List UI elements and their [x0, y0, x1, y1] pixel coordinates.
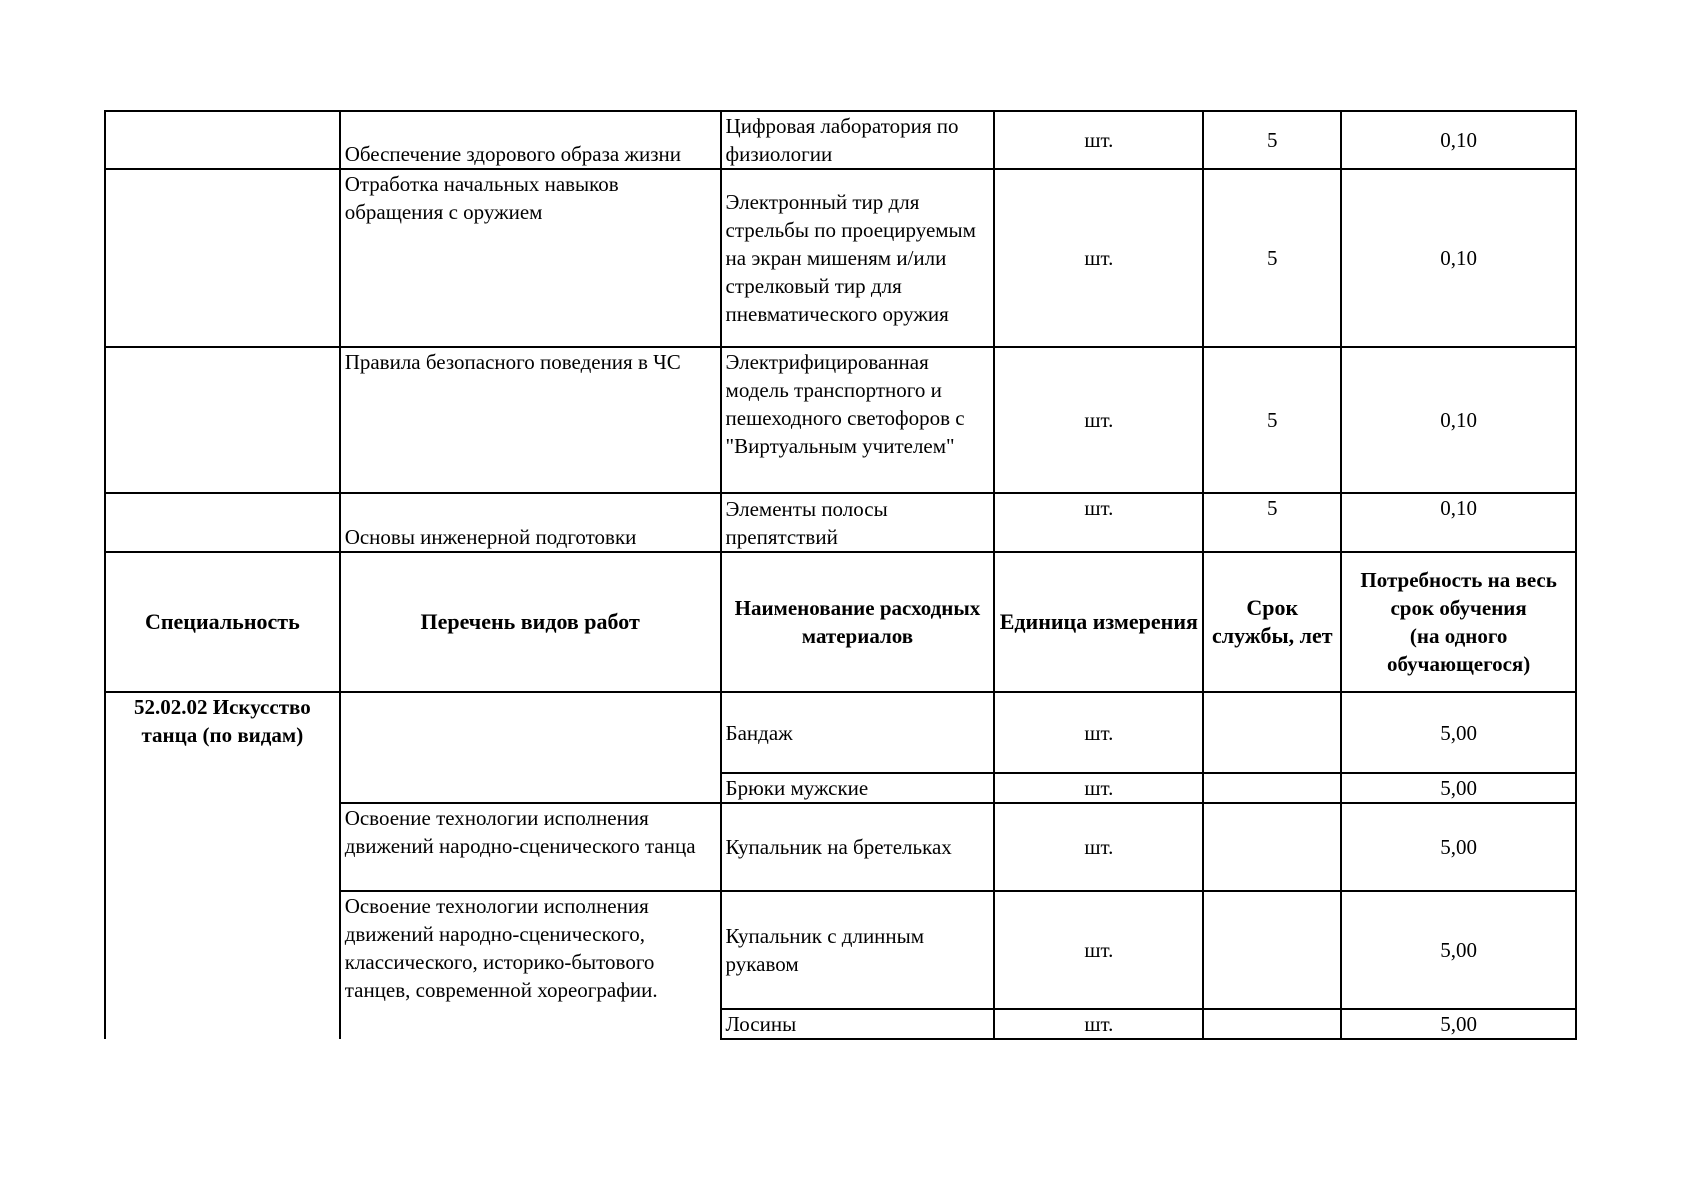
unit-cell: шт.: [994, 1009, 1203, 1039]
work-cell: Правила безопасного поведения в ЧС: [340, 347, 721, 493]
term-cell: [1203, 803, 1341, 891]
term-cell: [1203, 891, 1341, 1009]
term-cell: [1203, 692, 1341, 773]
material-cell: Купальник с длинным рукавом: [721, 891, 995, 1009]
work-cell: Освоение технологии исполнения движений народно-сценического, классического, историко-бытового танцев, современной хореографии.: [340, 891, 721, 1039]
unit-cell: шт.: [994, 803, 1203, 891]
header-need: [1341, 552, 1576, 692]
material-cell: Купальник на бретельках: [721, 803, 995, 891]
material-cell: Брюки мужские: [721, 773, 995, 803]
header-material: Наименование расходных материалов: [721, 552, 995, 692]
work-cell: Основы инженерной подготовки: [340, 493, 721, 552]
term-cell: [1203, 1009, 1341, 1039]
term-cell: 5: [1203, 111, 1341, 169]
need-cell: 0,10: [1341, 493, 1576, 552]
unit-cell: шт.: [994, 347, 1203, 493]
term-cell: [1203, 773, 1341, 803]
materials-table: [104, 110, 1577, 1040]
header-specialty: Специальность: [105, 552, 340, 692]
specialty-cell: [105, 111, 340, 169]
material-cell: Лосины: [721, 1009, 995, 1039]
specialty-cell: 52.02.02 Искусство танца (по видам): [105, 692, 340, 1039]
table-row: [105, 347, 1576, 493]
specialty-cell: [105, 493, 340, 552]
need-cell: 5,00: [1341, 891, 1576, 1009]
table-row: [105, 169, 1576, 347]
header-term: Срок службы, лет: [1203, 552, 1341, 692]
header-need-line2: (на одного обучающегося): [1386, 624, 1531, 676]
work-cell: [340, 692, 721, 803]
material-cell: Элементы полосы препятствий: [721, 493, 995, 552]
unit-cell: шт.: [994, 169, 1203, 347]
work-cell: Обеспечение здорового образа жизни: [340, 111, 721, 169]
work-cell: Отработка начальных навыков обращения с оружием: [340, 169, 721, 347]
unit-cell: шт.: [994, 493, 1203, 552]
unit-cell: шт.: [994, 773, 1203, 803]
term-cell: 5: [1203, 169, 1341, 347]
work-cell: Освоение технологии исполнения движений народно-сценического танца: [340, 803, 721, 891]
need-cell: 0,10: [1341, 169, 1576, 347]
specialty-cell: [105, 169, 340, 347]
material-cell: Электрифицированная модель транспортного и пешеходного светофоров с "Виртуальным учителем": [721, 347, 995, 493]
material-cell: Бандаж: [721, 692, 995, 773]
need-cell: 5,00: [1341, 773, 1576, 803]
material-cell: Электронный тир для стрельбы по проецируемым на экран мишеням и/или стрелковый тир для пневматического оружия: [721, 169, 995, 347]
specialty-cell: [105, 347, 340, 493]
unit-cell: шт.: [994, 111, 1203, 169]
table-header-row: [105, 552, 1576, 692]
table-row: [105, 692, 1576, 773]
term-cell: 5: [1203, 347, 1341, 493]
need-cell: 0,10: [1341, 347, 1576, 493]
unit-cell: шт.: [994, 692, 1203, 773]
material-cell: Цифровая лаборатория по физиологии: [721, 111, 995, 169]
term-cell: 5: [1203, 493, 1341, 552]
need-cell: 5,00: [1341, 1009, 1576, 1039]
header-need-line1: Потребность на весь срок обучения: [1360, 568, 1557, 620]
unit-cell: шт.: [994, 891, 1203, 1009]
header-work: Перечень видов работ: [340, 552, 721, 692]
table-row: [105, 493, 1576, 552]
header-unit: Единица измерения: [994, 552, 1203, 692]
need-cell: 0,10: [1341, 111, 1576, 169]
need-cell: 5,00: [1341, 803, 1576, 891]
need-cell: 5,00: [1341, 692, 1576, 773]
table-row: [105, 111, 1576, 169]
